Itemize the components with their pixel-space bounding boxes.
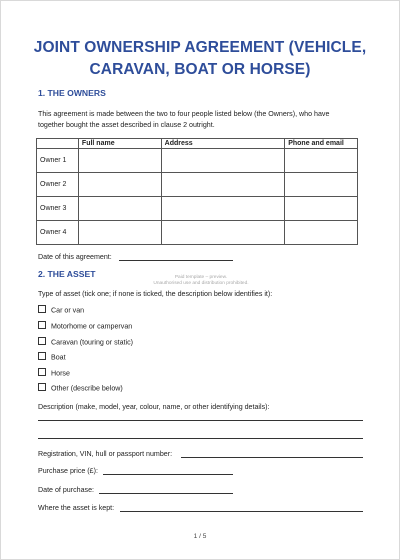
owner-name-cell[interactable] bbox=[78, 149, 161, 173]
description-label: Description (make, model, year, colour, name, or other identifying details): bbox=[38, 403, 270, 411]
option-caravan[interactable] bbox=[38, 337, 133, 348]
option-label: Other (describe below) bbox=[51, 384, 123, 393]
owner-contact-cell[interactable] bbox=[285, 221, 358, 245]
option-label: Motorhome or campervan bbox=[51, 322, 133, 331]
checkbox-icon[interactable] bbox=[38, 352, 46, 360]
section-heading-owners: 1. THE OWNERS bbox=[38, 88, 106, 98]
purchase-date-field[interactable] bbox=[99, 493, 233, 494]
title-line-2: CARAVAN, BOAT OR HORSE) bbox=[89, 61, 311, 78]
owner-name-cell[interactable] bbox=[78, 221, 161, 245]
owner-name-cell[interactable] bbox=[78, 197, 161, 221]
option-boat[interactable] bbox=[38, 352, 66, 363]
registration-label: Registration, VIN, hull or passport number: bbox=[38, 450, 173, 458]
checkbox-icon[interactable] bbox=[38, 337, 46, 345]
owners-intro-line-1: This agreement is made between the two to four people listed below (the Owners), who have bbox=[38, 110, 330, 118]
table-row bbox=[37, 173, 358, 197]
purchase-date-label: Date of purchase: bbox=[38, 486, 94, 494]
purchase-price-label: Purchase price (£): bbox=[38, 467, 98, 475]
option-label: Boat bbox=[51, 353, 66, 362]
section-heading-asset: 2. THE ASSET bbox=[38, 269, 96, 279]
option-other[interactable] bbox=[38, 383, 123, 394]
table-row bbox=[37, 197, 358, 221]
owner-contact-cell[interactable] bbox=[285, 197, 358, 221]
purchase-price-field[interactable] bbox=[103, 474, 233, 475]
watermark-line-1: Paid template – preview. bbox=[174, 275, 228, 280]
option-horse[interactable] bbox=[38, 368, 70, 379]
page-number: 1 / 5 bbox=[193, 533, 207, 540]
owners-table-header-row bbox=[37, 139, 358, 149]
owners-table-header bbox=[37, 139, 79, 149]
owner-contact-cell[interactable] bbox=[285, 149, 358, 173]
owner-address-cell[interactable] bbox=[161, 197, 285, 221]
table-row bbox=[37, 221, 358, 245]
owner-contact-cell[interactable] bbox=[285, 173, 358, 197]
checkbox-icon[interactable] bbox=[38, 368, 46, 376]
option-label: Horse bbox=[51, 369, 70, 378]
kept-location-label: Where the asset is kept: bbox=[38, 504, 115, 512]
owner-label: Owner 1 bbox=[37, 149, 79, 173]
asset-type-label: Type of asset (tick one; if none is ticked, the description below identifies it): bbox=[38, 290, 273, 298]
preview-watermark bbox=[151, 275, 251, 287]
checkbox-icon[interactable] bbox=[38, 383, 46, 391]
owner-address-cell[interactable] bbox=[161, 149, 285, 173]
document-title bbox=[21, 37, 379, 81]
watermark-line-2: Unauthorised use and distribution prohibited. bbox=[153, 281, 249, 286]
owners-table bbox=[36, 138, 358, 245]
owners-table-header: Address bbox=[161, 139, 285, 149]
owner-label: Owner 2 bbox=[37, 173, 79, 197]
owner-label: Owner 4 bbox=[37, 221, 79, 245]
owners-table-header: Full name bbox=[78, 139, 161, 149]
option-car[interactable] bbox=[38, 305, 84, 316]
description-line-2[interactable] bbox=[38, 438, 363, 439]
option-label: Car or van bbox=[51, 306, 85, 315]
title-line-1: JOINT OWNERSHIP AGREEMENT (VEHICLE, bbox=[33, 39, 367, 56]
checkbox-icon[interactable] bbox=[38, 321, 46, 329]
checkbox-icon[interactable] bbox=[38, 305, 46, 313]
owners-intro-line-2: together bought the asset described in clause 2 outright. bbox=[38, 121, 215, 129]
owner-address-cell[interactable] bbox=[161, 221, 285, 245]
kept-location-field[interactable] bbox=[120, 511, 363, 512]
description-line-1[interactable] bbox=[38, 420, 363, 421]
option-label: Caravan (touring or static) bbox=[51, 338, 134, 347]
agreement-date-label: Date of this agreement: bbox=[38, 253, 112, 261]
registration-field[interactable] bbox=[181, 457, 363, 458]
owners-table-header: Phone and email bbox=[285, 139, 358, 149]
owner-label: Owner 3 bbox=[37, 197, 79, 221]
owner-name-cell[interactable] bbox=[78, 173, 161, 197]
owner-address-cell[interactable] bbox=[161, 173, 285, 197]
table-row bbox=[37, 149, 358, 173]
agreement-date-field[interactable] bbox=[119, 260, 233, 261]
option-motorhome[interactable] bbox=[38, 321, 132, 332]
